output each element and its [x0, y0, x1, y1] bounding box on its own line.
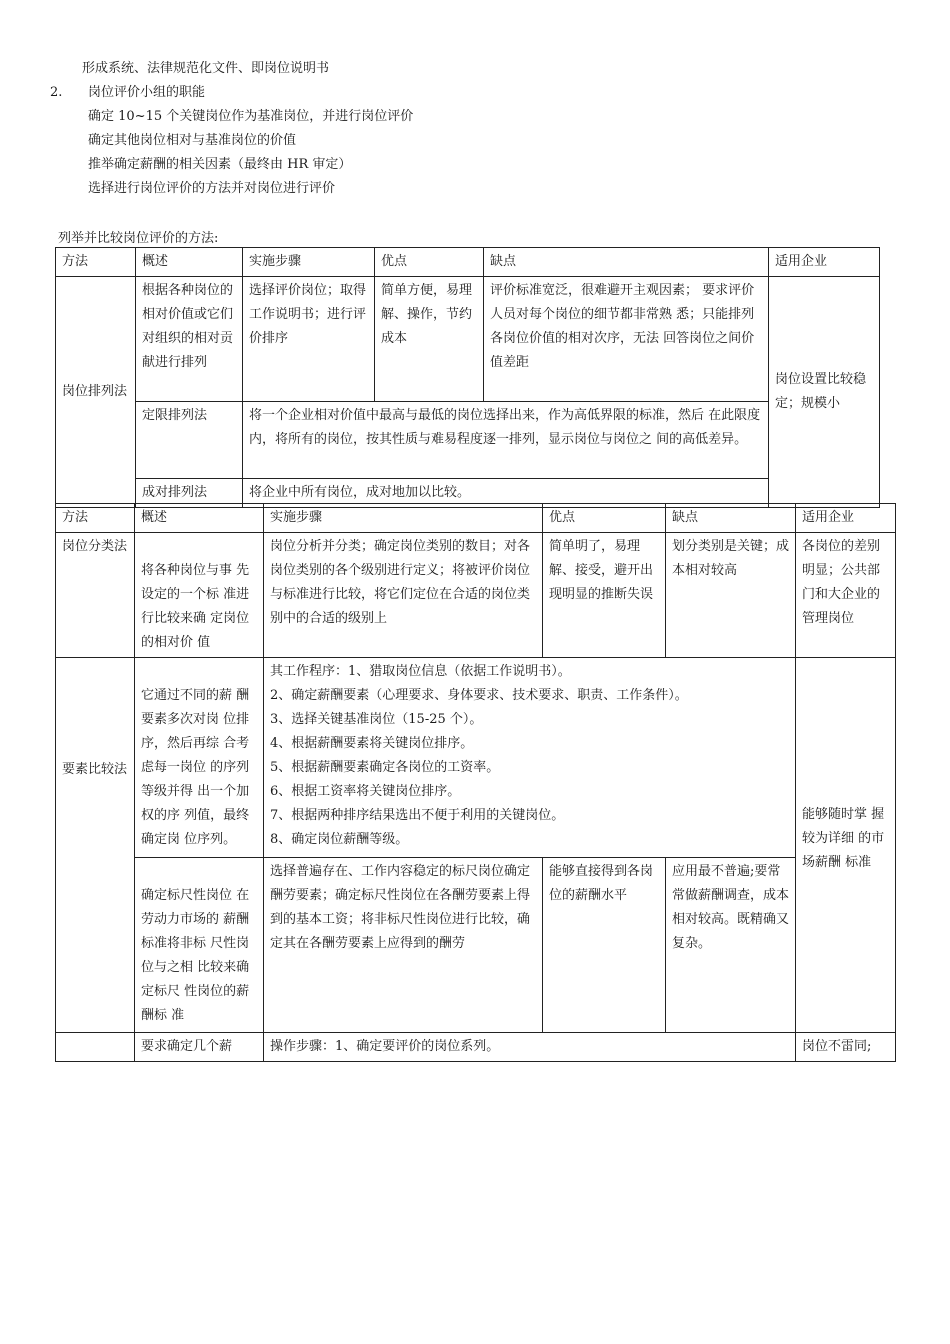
header-cons: 缺点: [484, 248, 769, 277]
header-suitable: 适用企业: [769, 248, 880, 277]
steps-cell: 将一个企业相对价值中最高与最低的岗位选择出来，作为高低界限的标准，然后 在此限度内，将所有的岗位，按其性质与难易程度逐一排列，显示岗位与岗位之 间的高低差异。: [243, 402, 769, 479]
pros-cell: 简单方便，易理解、操作，节约成本: [375, 277, 484, 402]
steps-cell: 岗位分析并分类；确定岗位类别的数目；对各岗位类别的各个级别进行定义；将被评价岗位与标准进行比较，将它们定位在合适的岗位类别中的合适的级别上: [264, 533, 543, 658]
steps-cell: 操作步骤：1、确定要评价的岗位系列。: [264, 1033, 796, 1062]
step-item: 6、根据工资率将关键岗位排序。: [270, 784, 461, 799]
suitable-cell: 岗位设置比较稳定；规模小: [769, 277, 880, 508]
item-number: 2.: [50, 85, 63, 100]
header-pros: 优点: [375, 248, 484, 277]
overview-cell: 确定标尺性岗位 在劳动力市场的 薪酬标准将非标 尺性岗位与之相 比较来确定标尺 性岗位的薪酬标 准: [135, 858, 264, 1033]
methods-table: [55, 503, 896, 1062]
method-cell: 要素比较法: [56, 658, 135, 1033]
step-item: 5、根据薪酬要素确定各岗位的工资率。: [270, 760, 500, 775]
step-item: 8、确定岗位薪酬等级。: [270, 832, 409, 847]
table-caption: 列举并比较岗位评价的方法:: [58, 231, 219, 246]
header-overview: 概述: [136, 248, 243, 277]
overview-cell: 将各种岗位与事 先设定的一个标 准进行比较来确 定岗位的相对价 值: [135, 533, 264, 658]
sub-method-name: 成对排列法: [136, 479, 243, 508]
duty-item: 选择进行岗位评价的方法并对岗位进行评价: [88, 181, 336, 196]
header-steps: 实施步骤: [264, 504, 543, 533]
intro-line: 形成系统、法律规范化文件、即岗位说明书: [82, 61, 330, 76]
pros-cell: 简单明了，易理解、接受，避开出现明显的推断失误: [543, 533, 666, 658]
sub-method-name: 定限排列法: [136, 402, 243, 479]
suitable-cell: 各岗位的差别明显；公共部门和大企业的管理岗位: [796, 533, 896, 658]
method-cell: 岗位排列法: [56, 277, 136, 508]
overview-cell: 根据各种岗位的相对价值或它们对组织的相对贡献进行排列: [136, 277, 243, 402]
steps-cell: 选择普遍存在、工作内容稳定的标尺岗位确定酬劳要素；确定标尺性岗位在各酬劳要素上得到的基本工资；将非标尺性岗位进行比较，确定其在各酬劳要素上应得到的酬劳: [264, 858, 543, 1033]
header-suitable: 适用企业: [796, 504, 896, 533]
header-overview: 概述: [135, 504, 264, 533]
header-pros: 优点: [543, 504, 666, 533]
cons-cell: 应用最不普遍;要常常做薪酬调查，成本相对较高。既精确又复杂。: [666, 858, 796, 1033]
ranking-table: [55, 247, 880, 508]
header-steps: 实施步骤: [243, 248, 375, 277]
header-method: 方法: [56, 248, 136, 277]
suitable-cell: 能够随时掌 握较为详细 的市场薪酬 标准: [796, 658, 896, 1033]
pros-cell: 能够直接得到各岗位的薪酬水平: [543, 858, 666, 1033]
step-item: 2、确定薪酬要素（心理要求、身体要求、技术要求、职责、工作条件）。: [270, 688, 688, 703]
item-title: 岗位评价小组的职能: [88, 85, 206, 100]
cons-cell: 划分类别是关键；成本相对较高: [666, 533, 796, 658]
overview-cell: 它通过不同的薪 酬要素多次对岗 位排序，然后再综 合考虑每一岗位 的序列等级并得 出一个加权的序 列值，最终确定岗 位序列。: [135, 658, 264, 858]
header-method: 方法: [56, 504, 135, 533]
suitable-cell: 岗位不雷同;: [796, 1033, 896, 1062]
step-item: 4、根据薪酬要素将关键岗位排序。: [270, 736, 474, 751]
steps-cell: 选择评价岗位；取得工作说明书；进行评价排序: [243, 277, 375, 402]
duty-item: 确定 10~15 个关键岗位作为基准岗位，并进行岗位评价: [88, 109, 414, 124]
overview-cell: 要求确定几个薪: [135, 1033, 264, 1062]
steps-list: [264, 658, 796, 858]
cons-cell: 评价标准宽泛，很难避开主观因素； 要求评价人员对每个岗位的细节都非常熟 悉；只能排列各岗位价值的相对次序，无法 回答岗位之间价值差距: [484, 277, 769, 402]
method-cell: [56, 1033, 135, 1062]
step-item: 3、选择关键基准岗位（15-25 个）。: [270, 712, 483, 727]
duty-item: 推举确定薪酬的相关因素（最终由 HR 审定）: [88, 157, 352, 172]
step-item: 7、根据两种排序结果选出不便于利用的关键岗位。: [270, 808, 565, 823]
step-item: 其工作程序：1、猎取岗位信息（依据工作说明书）。: [270, 664, 571, 679]
steps-cell: 将企业中所有岗位，成对地加以比较。: [243, 479, 769, 508]
method-cell: 岗位分类法: [56, 533, 135, 658]
duty-item: 确定其他岗位相对与基准岗位的价值: [88, 133, 297, 148]
header-cons: 缺点: [666, 504, 796, 533]
